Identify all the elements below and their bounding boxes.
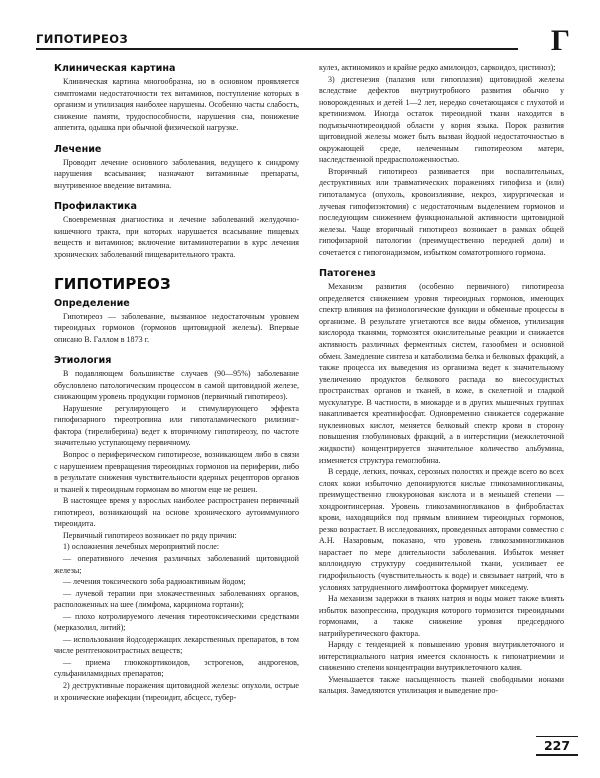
list-item-cause-1b: — лечения токсического зоба радиоактивным йодом; [63, 577, 246, 587]
list-item-cause-3: 3) дисгенезия (палазия или гипоплазия) щитовидной железы вследствие дефектов внутриутробного развития обычно у новорожденных и детей 1—2 лет, нередко сочетающаяся с глухотой и кретинизмом. Иногда остаток тиреоидной ткани находится в подъязычнотиреоидной области у корня языка. Порок развития щитовидной железы может быть вызван йодной недостаточностью в окружающей среде, нелеченным гипотиреозом матери, наследственной предрасположенностью. [319, 74, 564, 165]
paragraph-clinical-picture: Клиническая картина многообразна, но в основном проявляется симптомами недостаточности тех витаминов, поступление которых в организм и утилизация наиболее нарушены. Особенно часты слабость, снижение памяти, трудоспособности, нарушения сна, понижение аппетита, одышка при обычной физической нагрузке. [54, 77, 299, 133]
heading-clinical-picture: Клиническая картина [54, 63, 176, 74]
paragraph-prophylaxis: Своевременная диагностика и лечение заболеваний желудочно-кишечного тракта, при которых нарушается всасывание пищевых веществ и витаминов; включение витаминотерапии в курс лечения хронических заболеваний пищеварительного тракта. [54, 215, 299, 260]
right-text-column [319, 62, 564, 697]
paragraph-definition: Гипотиреоз — заболевание, вызванное недостаточным уровнем тиреоидных гормонов (гормонов щитовидной железы). Впервые описано В. Галлом в 1873 г. [54, 311, 299, 344]
heading-treatment: Лечение [54, 143, 102, 155]
two-column-text-body [36, 62, 564, 710]
heading-prophylaxis: Профилактика [54, 201, 138, 213]
heading-pathogenesis: Патогенез [319, 268, 376, 280]
header-divider-rule [36, 48, 518, 50]
list-item-cause-1c: — лучевой терапии при злокачественных заболеваниях органов, расположенных на шее (лимфома, карцинома гортани); [54, 588, 299, 610]
paragraph-pathogenesis-1: Механизм развития (особенно первичного) гипотиреоза определяется снижением уровня тиреоидных гормонов, имеющих спектр влияния на физиологические функции и обменные процессы в организме. В результате угнетаются все виды обменов, утилизация кислорода тканями, тормозятся окислительные реакции и снижается активность различных ферментных систем, газообмен и основной обмен. Замедление синтеза и катаболизма белка и белковых фракций, а также процесса их выведения из организма ведет к значительному увеличению продуктов белкового распада во внесосудистых пространствах органов и тканей, в коже, в скелетной и гладкой мускулатуре. В частности, в миокарде и в других мышечных группах накапливается креатинфосфат. Одновременно снижается содержание нуклеиновых кислот, меняется белковый спектр крови в сторону повышения глобулиновых фракций, а в интерстиции (межклеточной жидкости) концентрируется значительное количество альбумина, изменяется структура гемоглобина. [319, 282, 564, 465]
paragraph-etiology-5: Первичный гипотиреоз возникает по ряду причин: [63, 530, 237, 540]
left-text-column [54, 62, 299, 703]
page-number-block [536, 736, 578, 756]
paragraph-pathogenesis-5: Уменьшается также насыщенность тканей свободными ионами кальция. Замедляются утилизация и выведение про- [319, 674, 564, 696]
page-header [36, 24, 578, 57]
paragraph-treatment: Проводит лечение основного заболевания, ведущего к синдрому нарушения всасывания; назначают витаминные препараты, внутривенное введение витамина. [54, 157, 299, 190]
paragraph-etiology-1: В подавляющем большинстве случаев (90—95%) заболевание обусловлено патологическим процессом в самой щитовидной железе, снижающим уровень продукции гормонов (первичный гипотиреоз). [54, 369, 299, 402]
alphabet-tab-letter: Г [550, 24, 570, 57]
list-item-cause-1: 1) осложнения лечебных мероприятий после: [63, 542, 220, 552]
paragraph-etiology-4: В настоящее время у взрослых наиболее распространен первичный гипотиреоз, возникающий на основе хронического аутоиммунного тиреоидита. [54, 496, 299, 529]
heading-etiology: Этиология [54, 355, 112, 367]
paragraph-etiology-3: Вопрос о периферическом гипотиреозе, возникающем либо в связи с нарушением превращения тиреоидных гормонов на периферии, либо в результате снижения чувствительности ядерных рецепторов органов и тканей к тиреоидным гормонам во многом еще не решен. [54, 450, 299, 494]
paragraph-secondary-hypothyroidism: Вторичный гипотиреоз развивается при воспалительных, деструктивных или травматических поражениях гипофиза и (или) гипоталамуса (опухоль, кровоизлияние, некроз, хирургическая и лучевая гипофизэктомия) с недостаточным выделением гормонов и последующим снижением функциональной активности щитовидной железы. Чаще вторичный гипотиреоз возникает в рамках общей гипофизарной патологии (преимущественно передней доли) и сочетается с гипогонадизмом, избытком соматотропного гормона. [319, 166, 564, 257]
page-number: 227 [543, 738, 571, 754]
list-item-cause-1f: — приема глюкокортикоидов, эстрогенов, андрогенов, сульфаниламидных препаратов; [54, 657, 299, 679]
paragraph-pathogenesis-4: Наряду с тенденцией к повышению уровня внутриклеточного и интерстициального натрия имеется склонность к гипонатриемии и снижению степени концентрации внутриклеточного калия. [319, 640, 564, 673]
list-item-cause-2: 2) деструктивные поражения щитовидной железы: опухоли, острые и хронические инфекции (тиреоидит, абсцесс, тубер- [54, 680, 299, 702]
paragraph-etiology-2: Нарушение регулирующего и стимулирующего эффекта гипофизарного тиреотропина или гипоталамического рилизинг-фактора (тирелиберина) ведет к вторичному гипотиреозу, по частоте значительно уступающему первичному. [54, 403, 299, 448]
paragraph-continuation: кулез, актиномикоз и крайне редко амилоидоз, саркоидоз, цистиноз); [319, 63, 556, 72]
running-header-title: ГИПОТИРЕОЗ [36, 32, 129, 46]
paragraph-pathogenesis-3: На механизм задержки в тканях натрия и воды может также влиять избыток вазопрессина, продукция которого тормозится тиреоидными гормонами, а также снижение уровня предсердного натрийуретического фактора. [319, 594, 564, 638]
list-item-cause-1e: — использования йодсодержащих лекарственных препаратов, в том числе рентгеноконтрастных веществ; [54, 634, 299, 656]
paragraph-pathogenesis-2: В сердце, легких, почках, серозных полостях и прежде всего во всех слоях кожи избыточно депонируются кислые гликозаминогликаны, преимущественно глюкуроновая кислота и в меньшей степени — хондроитинсерная. Уровень гликозаминогликанов в фибробластах крови, находящийся под прямым влиянием тиреоидных гормонов, резко возрастает. В исследованиях, проведенных авторами совместно с А.Н. Назаровым, показано, что уровень гликозаминогликанов нарастает по мере длительности заболевания. Избыток меняет коллоидную структуру соединительной ткани, усиливает ее гидрофильность (чувствительность к воде) и связывает натрий, что в условиях затрудненного лимфооттока формирует микседему. [319, 467, 564, 592]
list-item-cause-1a: — оперативного лечения различных заболеваний щитовидной железы; [54, 553, 299, 575]
heading-definition: Определение [54, 297, 130, 309]
page-number-rule-bottom [536, 754, 578, 756]
list-item-cause-1d: — плохо котролируемого лечения тиреотоксическими средствами (мерказолил, литий); [54, 611, 299, 633]
chapter-title-hypothyroidism: ГИПОТИРЕОЗ [54, 274, 171, 293]
